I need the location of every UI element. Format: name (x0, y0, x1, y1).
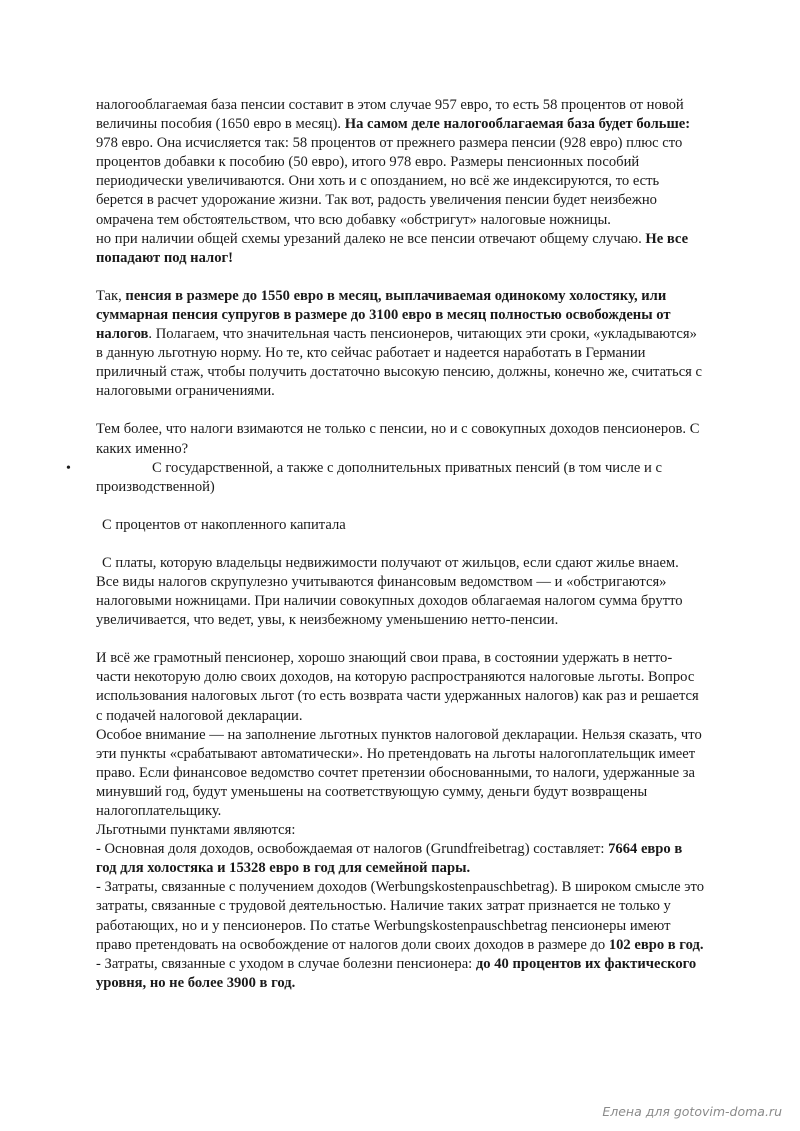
bold-text: 7664 евро в год для холостяка и 15328 евро в год для семейной пары. (96, 841, 683, 877)
document-body (66, 96, 706, 993)
text: - Затраты, связанные с уходом в случае болезни пенсионера: (96, 955, 476, 972)
paragraph-exemption (96, 287, 706, 402)
bold-text: пенсия в размере до 1550 евро в месяц, выплачиваемая одинокому холостяку, или суммарная пенсия супругов в размере до 3100 евро в месяц полностью освобождены от налогов (96, 287, 671, 343)
paragraph-tax-scissors: Все виды налогов скрупулезно учитываются финансовым ведомством — и «обстригаются» налоговыми ножницами. При наличии совокупных доходов облагаемая налогом сумма брутто увеличивается, что ведет, увы, к неизбежному уменьшению нетто-пенсии. (96, 573, 683, 629)
paragraph-not-all-taxed (96, 230, 706, 268)
text: но при наличии общей схемы урезаний далеко не все пенсии отвечают общему случаю. (96, 230, 646, 247)
paragraph-special-attention: Особое внимание — на заполнение льготных пунктов налоговой декларации. Нельзя сказать, что эти пункты «срабатывают автоматически». Но претендовать на льготы налогоплательщик имеет право. Если финансовое ведомство сочтет претензии обоснованными, то налоги, удержанные за минувший год, будут уменьшены на соответствующую сумму, деньги будут возвращены налогоплательщику. (96, 726, 702, 819)
text: Так, (96, 287, 126, 304)
list-item-grundfreibetrag (96, 840, 706, 878)
list-item-care-costs (96, 955, 706, 993)
bold-text: На самом деле налогооблагаемая база будет больше: (344, 116, 691, 133)
bold-text: до 40 процентов их фактического уровня, но не более 3900 в год. (96, 955, 697, 991)
paragraph-competent-pensioner: И всё же грамотный пенсионер, хорошо знающий свои права, в состоянии удержать в нетто-части некоторую долю своих доходов, на которую распространяются налоговые льготы. Вопрос использования налоговых льгот (то есть возврата части удержанных налогов) как раз и решается с подачей налоговой декларации. (96, 650, 699, 724)
bold-text: 102 евро в год. (608, 936, 704, 953)
paragraph-rental-income: С платы, которую владельцы недвижимости получают от жильцов, если сдают жилье внаем. (102, 554, 679, 571)
text: . Полагаем, что значительная часть пенсионеров, читающих эти сроки, «укладываются» в данную льготную норму. Но те, кто сейчас работает и надеется наработать в Германии приличный стаж, чтобы получить достаточно высокую пенсию, должны, конечно же, считаться с налоговыми ограничениями. (96, 326, 703, 400)
bullet-item-pensions (66, 459, 706, 497)
text: - Основная доля доходов, освобождаемая от налогов (Grundfreibetrag) составляет: (96, 841, 609, 858)
paragraph-combined-income: Тем более, что налоги взимаются не только с пенсии, но и с совокупных доходов пенсионеров. С каких именно? (96, 421, 700, 457)
paragraph-benefit-points-intro: Льготными пунктами являются: (96, 822, 296, 839)
paragraph-taxable-base (96, 96, 706, 230)
text: налогооблагаемая база пенсии составит в этом случае 957 евро, то есть 58 процентов от новой величины пособия (1650 евро в месяц). (96, 97, 684, 133)
watermark: Елена для gotovim-doma.ru (602, 1104, 782, 1119)
bold-text: Не все попадают под налог! (96, 230, 689, 266)
text: - Затраты, связанные с получением доходов (Werbungskostenpauschbetrag). В широком смысле это затраты, связанные с трудовой деятельностью. Наличие таких затрат признается не только у работающих, но и у пенсионеров. По статье Werbungskostenpauschbetrag пенсионеры имеют право претендовать на освобождение от налогов доли своих доходов в размере до (96, 879, 705, 953)
text: С государственной, а также с дополнительных приватных пенсий (в том числе и с производственной) (96, 459, 662, 495)
list-item-werbungskosten (96, 878, 706, 954)
bullet-icon: • (66, 460, 71, 476)
text: 978 евро. Она исчисляется так: 58 процентов от прежнего размера пенсии (928 евро) плюс сто процентов добавки к пособию (50 евро), итого 978 евро. Размеры пенсионных пособий периодически увеличиваются. Они хоть и с опозданием, но всё же индексируются, то есть берется в расчет удорожание жизни. Так вот, радость увеличения пенсии будет неизбежно омрачена тем обстоятельством, что всю добавку «обстригут» налоговые ножницы. (96, 135, 683, 228)
paragraph-capital-interest: С процентов от накопленного капитала (102, 516, 346, 533)
